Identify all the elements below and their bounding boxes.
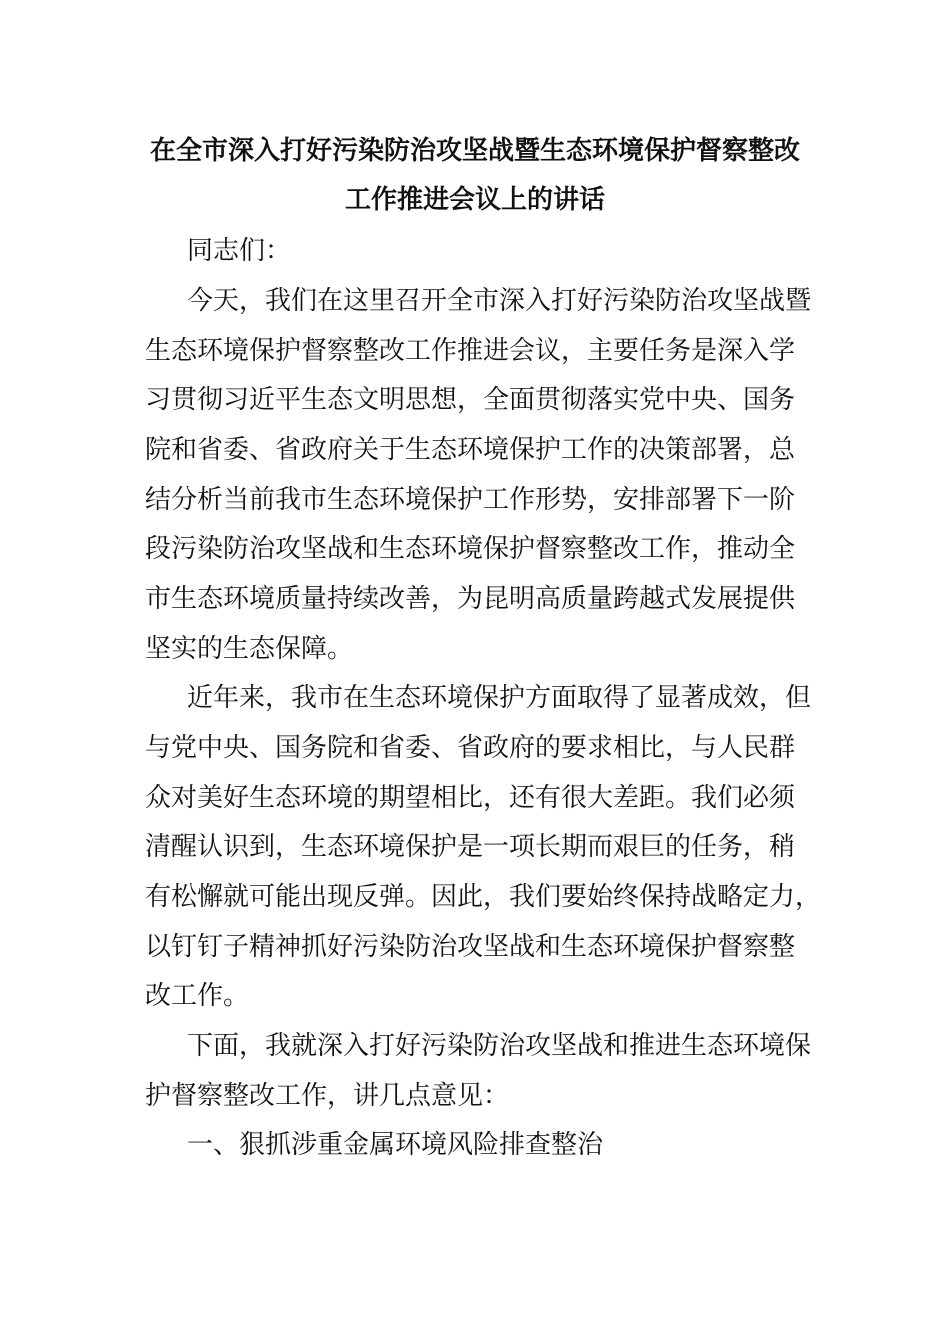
paragraph-1-line: 坚实的生态保障。	[145, 634, 354, 664]
paragraph-2-line: 与党中央、国务院和省委、省政府的要求相比，与人民群	[145, 733, 796, 763]
section-heading-1: 一、狠抓涉重金属环境风险排查整治	[187, 1130, 604, 1160]
paragraph-1-line: 今天，我们在这里召开全市深入打好污染防治攻坚战暨	[187, 286, 812, 316]
paragraph-1-line: 院和省委、省政府关于生态环境保护工作的决策部署，总	[145, 435, 796, 465]
paragraph-3-line: 护督察整改工作，讲几点意见：	[145, 1081, 510, 1111]
paragraph-2-line: 近年来，我市在生态环境保护方面取得了显著成效，但	[187, 683, 812, 713]
paragraph-2-line: 有松懈就可能出现反弹。因此，我们要始终保持战略定力，	[145, 882, 822, 912]
document-title-line-2: 工作推进会议上的讲话	[344, 185, 605, 215]
paragraph-2-line: 清醒认识到，生态环境保护是一项长期而艰巨的任务，稍	[145, 832, 796, 862]
paragraph-1-line: 结分析当前我市生态环境保护工作形势，安排部署下一阶	[145, 485, 796, 515]
paragraph-2-line: 众对美好生态环境的期望相比，还有很大差距。我们必须	[145, 783, 796, 813]
paragraph-1-line: 习贯彻习近平生态文明思想，全面贯彻落实党中央、国务	[145, 385, 796, 415]
paragraph-2-line: 以钉钉子精神抓好污染防治攻坚战和生态环境保护督察整	[145, 932, 796, 962]
paragraph-1-line: 市生态环境质量持续改善，为昆明高质量跨越式发展提供	[145, 584, 796, 614]
document-title-line-1: 在全市深入打好污染防治攻坚战暨生态环境保护督察整改	[149, 136, 800, 166]
salutation: 同志们：	[187, 236, 292, 266]
paragraph-1-line: 生态环境保护督察整改工作推进会议，主要任务是深入学	[145, 336, 796, 366]
paragraph-1-line: 段污染防治攻坚战和生态环境保护督察整改工作，推动全	[145, 534, 796, 564]
paragraph-3-line: 下面，我就深入打好污染防治攻坚战和推进生态环境保	[187, 1031, 812, 1061]
paragraph-2-line: 改工作。	[145, 981, 250, 1011]
